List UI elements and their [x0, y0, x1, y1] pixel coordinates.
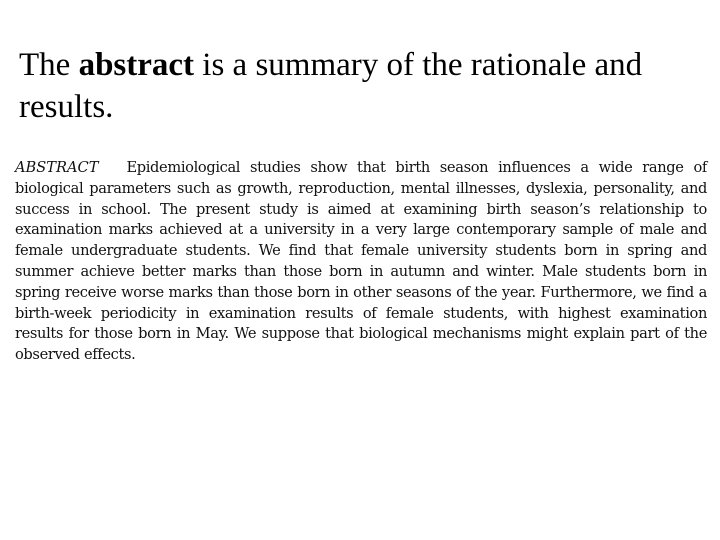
abstract-label: ABSTRACT [15, 159, 99, 176]
slide-heading [19, 44, 709, 128]
heading-prefix: The [19, 47, 79, 83]
abstract-excerpt [15, 158, 707, 366]
heading-suffix: is a summary of the rationale and results. [19, 47, 643, 125]
abstract-text: Epidemiological studies show that birth season influences a wide range of biological parameters such as growth, reproduction, mental illnesses, dyslexia, personality, and success in school. The present study is aimed at examining birth season’s relationship to examination marks achieved at a university in a very large contemporary sample of male and female undergraduate students. We find that female university students born in spring and summer achieve better marks than those born in autumn and winter. Male students born in spring receive worse marks than those born in other seasons of the year. Furthermore, we find a birth-week periodicity in examination results of female students, with highest examination results for those born in May. We suppose that biological mechanisms might explain part of the observed effects. [15, 159, 707, 364]
heading-emphasis: abstract [78, 47, 195, 83]
